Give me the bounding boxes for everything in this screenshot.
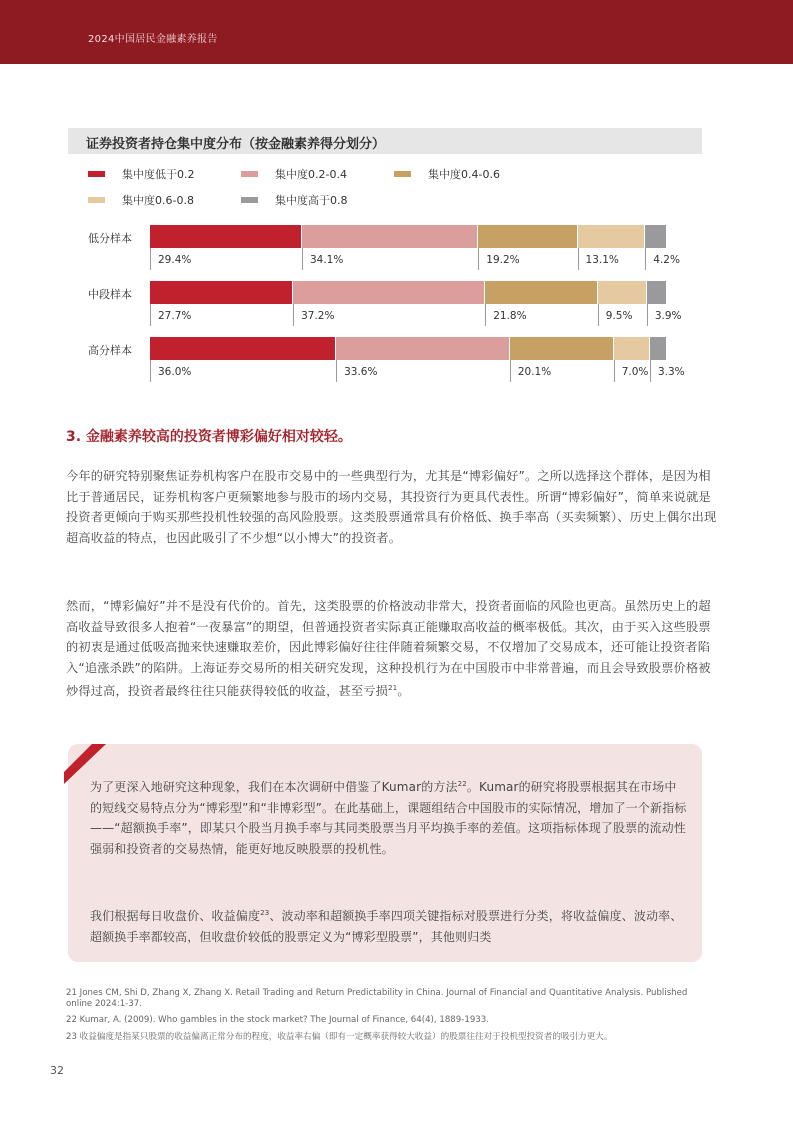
category-label: 高分样本 bbox=[88, 344, 132, 357]
legend-swatch bbox=[88, 171, 105, 177]
bar-row bbox=[80, 334, 700, 384]
bar-segment bbox=[650, 337, 667, 360]
legend-label: 集中度低于0.2 bbox=[122, 168, 195, 181]
legend-label: 集中度高于0.8 bbox=[275, 194, 348, 207]
legend-label: 集中度0.2-0.4 bbox=[275, 168, 347, 181]
chart-legend bbox=[88, 166, 688, 210]
paragraph-text: 为了更深入地研究这种现象，我们在本次调研中借鉴了Kumar的方法 bbox=[90, 780, 458, 794]
legend-label: 集中度0.6-0.8 bbox=[122, 194, 194, 207]
bar-segment bbox=[150, 337, 336, 360]
footnote-marker: 23 bbox=[260, 909, 270, 917]
bar-track bbox=[150, 225, 680, 266]
segment-divider bbox=[614, 360, 615, 382]
paragraph-text: 、波动率和超额换手率四项关键指标对股票进行分类，将收益偏度、波动率、超额换手率都较高，但收盘价较低的股票定义为“博彩型股票”，其他则归类 bbox=[90, 909, 683, 944]
bar-segment bbox=[150, 281, 293, 304]
segment-divider bbox=[485, 304, 486, 326]
paragraph-text: 我们根据每日收盘价、收益偏度 bbox=[90, 909, 261, 923]
bar-segment bbox=[302, 225, 478, 248]
stacked-bar-chart bbox=[80, 222, 700, 392]
bar-segment bbox=[485, 281, 598, 304]
segment-divider bbox=[478, 248, 479, 270]
data-label: 29.4% bbox=[158, 254, 192, 266]
page-header bbox=[0, 0, 793, 64]
footnote-marker: 21 bbox=[388, 684, 398, 692]
body-paragraph: 今年的研究特别聚焦证券机构客户在股市交易中的一些典型行为，尤其是“博彩偏好”。之所以选择这个群体，是因为相比于普通居民，证券机构客户更频繁地参与股市的场内交易，其投资行为更具代表性。所谓“博彩偏好”，简单来说就是投资者更倾向于购买那些投机性较强的高风险股票。这类股票通常具有价格低、换手率高（买卖频繁）、历史上偶尔出现超高收益的特点，也因此吸引了不少想“以小博大”的投资者。 bbox=[66, 469, 717, 545]
bar-row bbox=[80, 222, 700, 272]
body-paragraph bbox=[66, 596, 718, 702]
footnote-marker: 22 bbox=[457, 780, 467, 788]
data-label: 19.2% bbox=[486, 254, 520, 266]
segment-divider bbox=[150, 304, 151, 326]
bar-segment bbox=[578, 225, 646, 248]
data-label: 4.2% bbox=[653, 254, 680, 266]
footnote-22: 22 Kumar, A. (2009). Who gambles in the stock market? The Journal of Finance, 64(4), 1889-1933. bbox=[66, 1015, 489, 1025]
bar-segment bbox=[293, 281, 485, 304]
segment-divider bbox=[578, 248, 579, 270]
data-label: 13.1% bbox=[585, 254, 619, 266]
bar-track bbox=[150, 281, 682, 322]
footnote-21: 21 Jones CM, Shi D, Zhang X, Zhang X. Retail Trading and Return Predictability in China. Journal of Financial and Quantitative Analysis. Published online 2024:1-37. bbox=[66, 988, 688, 1009]
bar-segment bbox=[645, 225, 667, 248]
segment-divider bbox=[598, 304, 599, 326]
data-label: 7.0% bbox=[621, 366, 649, 378]
paragraph-text: 。Kumar的研究将股票根据其在市场中的短线交易特点分为“博彩型”和“非博彩型”。在此基础上，课题组结合中国股市的实际情况，增加了一个新指标——“超额换手率”，即某只个股当月换手率与其同类股票当月平均换手率的差值。这项指标体现了股票的流动性强弱和投资者的交易热情，能更好地反映股票的投机性。 bbox=[90, 780, 687, 856]
bar-segment bbox=[150, 225, 302, 248]
data-label: 20.1% bbox=[517, 366, 552, 378]
segment-divider bbox=[336, 360, 337, 382]
paragraph-text: 。 bbox=[397, 684, 410, 699]
data-label: 21.8% bbox=[493, 310, 527, 322]
chart-title: 证券投资者持仓集中度分布（按金融素养得分划分） bbox=[86, 137, 386, 152]
callout-paragraph bbox=[90, 903, 688, 947]
segment-divider bbox=[650, 360, 651, 382]
bar-segment bbox=[510, 337, 614, 360]
data-label: 36.0% bbox=[158, 366, 192, 378]
segment-divider bbox=[150, 248, 151, 270]
bar-segment bbox=[478, 225, 577, 248]
legend-swatch bbox=[394, 171, 411, 177]
legend-swatch bbox=[88, 197, 105, 203]
segment-divider bbox=[645, 248, 646, 270]
section-heading: 3. 金融素养较高的投资者博彩偏好相对较轻。 bbox=[66, 429, 352, 445]
category-label: 低分样本 bbox=[88, 232, 132, 245]
bar-segment bbox=[647, 281, 667, 304]
segment-divider bbox=[510, 360, 511, 382]
legend-label: 集中度0.4-0.6 bbox=[428, 168, 500, 181]
data-label: 33.6% bbox=[344, 366, 378, 378]
bar-segment bbox=[598, 281, 647, 304]
segment-divider bbox=[647, 304, 648, 326]
bar-row bbox=[80, 278, 700, 328]
segment-divider bbox=[293, 304, 294, 326]
bar-segment bbox=[336, 337, 510, 360]
report-title: 2024中国居民金融素养报告 bbox=[88, 34, 218, 45]
data-label: 3.3% bbox=[657, 366, 685, 378]
paragraph-text: 然而，“博彩偏好”并不是没有代价的。首先，这类股票的价格波动非常大，投资者面临的风险也更高。虽然历史上的超高收益导致很多人抱着“一夜暴富”的期望，但普通投资者实际真正能赚取高收益的概率极低。其次，由于买入这些股票的初衷是通过低吸高抛来快速赚取差价，因此博彩偏好往往伴随着频繁交易，不仅增加了交易成本，还可能让投资者陷入“追涨杀跌”的陷阱。上海证券交易所的相关研究发现，这种投机行为在中国股市中非常普遍，而且会导致股票价格被炒得过高，投资者最终往往只能获得较低的收益，甚至亏损 bbox=[66, 599, 711, 699]
footnote-23: 23 收益偏度是指某只股票的收益偏离正常分布的程度，收益率右偏（即有一定概率获得较大收益）的股票往往对于投机型投资者的吸引力更大。 bbox=[66, 1031, 613, 1042]
bar-track bbox=[150, 337, 685, 378]
chart-title-bar bbox=[68, 128, 702, 154]
data-label: 3.9% bbox=[654, 310, 682, 322]
callout-paragraph bbox=[90, 774, 688, 859]
footnotes bbox=[66, 988, 706, 1048]
legend-swatch bbox=[241, 197, 258, 203]
segment-divider bbox=[150, 360, 151, 382]
segment-divider bbox=[302, 248, 303, 270]
category-label: 中段样本 bbox=[88, 288, 132, 301]
data-label: 9.5% bbox=[605, 310, 633, 322]
data-label: 37.2% bbox=[301, 310, 335, 322]
page-number: 32 bbox=[50, 1064, 64, 1077]
legend-swatch bbox=[241, 171, 258, 177]
data-label: 34.1% bbox=[309, 254, 344, 266]
data-label: 27.7% bbox=[158, 310, 192, 322]
bar-segment bbox=[614, 337, 650, 360]
